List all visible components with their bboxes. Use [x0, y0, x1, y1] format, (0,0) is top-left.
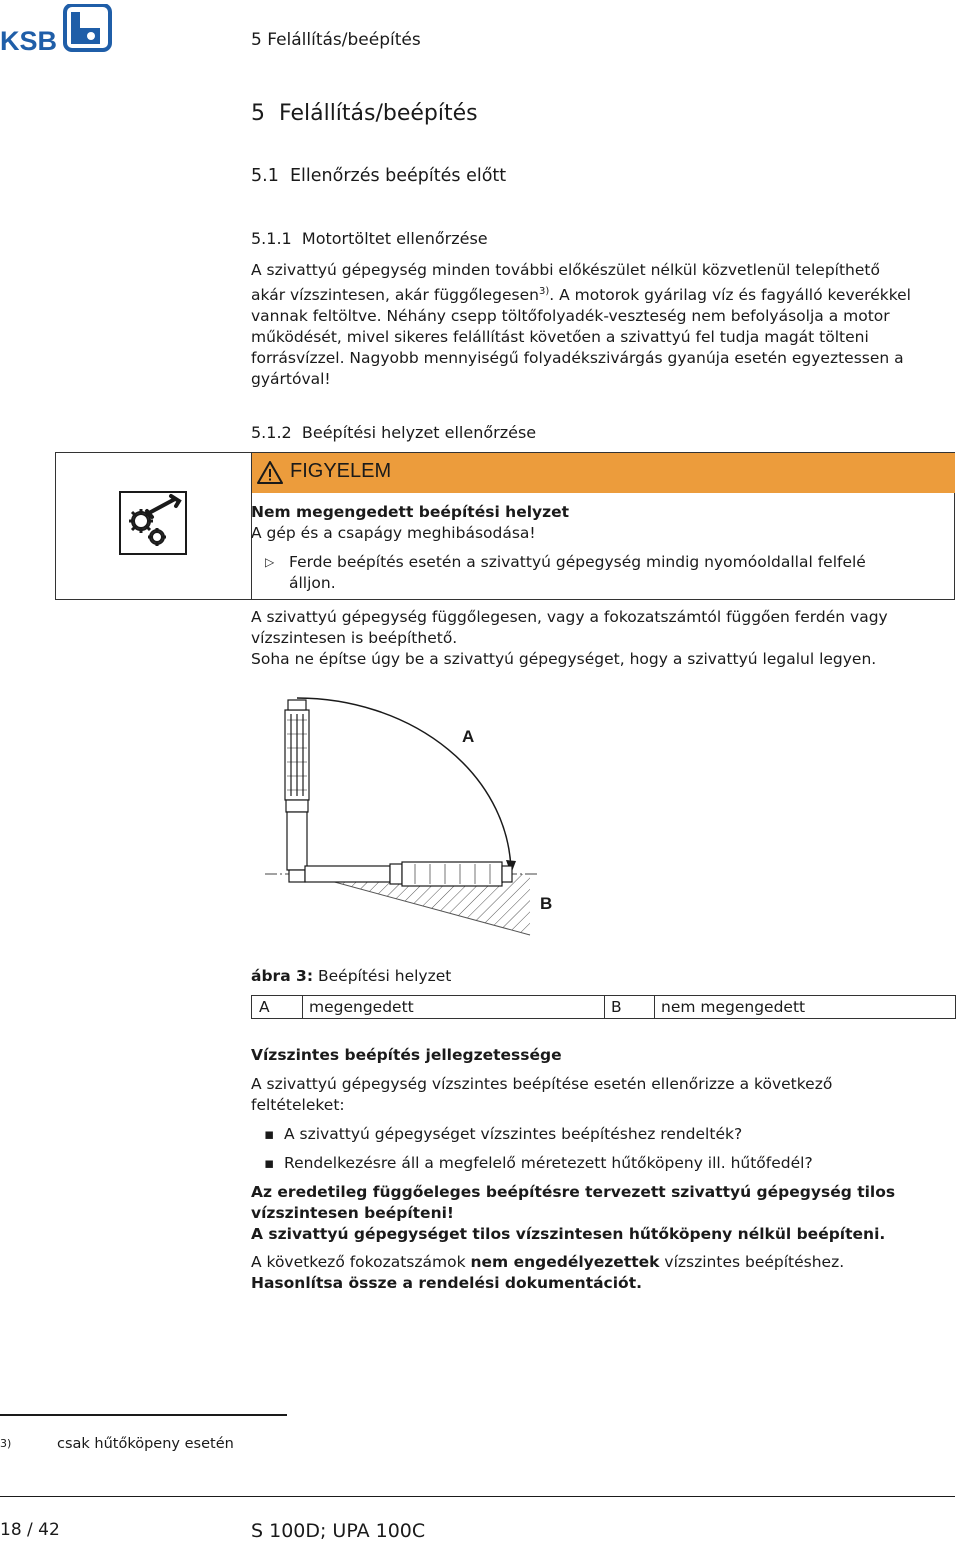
vertical-pump — [285, 700, 309, 882]
footnote-rule — [0, 1414, 287, 1416]
figure-label-b: B — [540, 894, 553, 913]
warning-consequence: A gép és a csapágy meghibásodása! — [251, 524, 536, 542]
chapter-title: 5 Felállítás/beépítés — [251, 101, 478, 126]
footnote-text: csak hűtőköpeny esetén — [57, 1436, 234, 1452]
legend-key-a: A — [259, 998, 270, 1016]
machine-damage-icon — [119, 491, 187, 555]
logo-b-hole — [87, 32, 95, 40]
page-number: 18 / 42 — [0, 1520, 60, 1540]
header-section-title: 5 Felállítás/beépítés — [251, 30, 421, 50]
logo-text: KSB — [0, 26, 58, 52]
figure-label-a: A — [462, 727, 475, 746]
figure-caption: ábra 3: Beépítési helyzet — [251, 967, 452, 985]
bullet-marker-icon: ▪ — [264, 1125, 275, 1143]
motor-check-paragraph: A szivattyú gépegység minden további előkészület nélkül közvetlenül telepíthető akár vízszintesen, akár függőlegesen$^{3)}$. A motorok gyárilag víz és fagyálló keverékkel vannak feltöltve. Néhány csepp töltőfolyadék-veszteség nem befolyásolja a motor működését, mivel sikeres felállítást követően a szivattyú fel tudja magát tölteni forrásvízzel. Nagyobb mennyiségű folyadékszivárgás gyanúja esetén egyeztessen a gyártóval! — [251, 261, 911, 389]
legend-value-b: nem megengedett — [661, 998, 806, 1016]
legend-key-b: B — [611, 998, 622, 1016]
warning-signal-word: FIGYELEM — [290, 460, 392, 482]
stage-note: A következő fokozatszámok nem engedélyezettek vízszintes beépítéshez. Hasonlítsa össze a rendelési dokumentációt. — [251, 1253, 845, 1292]
bullet-item: A szivattyú gépegységet vízszintes beépítéshez rendelték? — [284, 1125, 743, 1143]
section-5-1-title: 5.1 Ellenőrzés beépítés előtt — [251, 166, 507, 186]
warning-action: Ferde beépítés esetén a szivattyú gépegység mindig nyomóoldallal felfelé álljon. — [289, 553, 866, 592]
allowed-range-arc — [297, 698, 511, 874]
horizontal-heading: Vízszintes beépítés jellegzetessége — [251, 1046, 562, 1064]
installation-position-paragraph: A szivattyú gépegység függőlegesen, vagy a fokozatszámtól függően ferdén vagy vízszintesen is beépíthető. Soha ne építse úgy be a szivattyú gépegységet, hogy a szivattyú legalul legyen. — [251, 608, 888, 668]
footnote-marker: 3) — [0, 1437, 12, 1450]
warning-heading: Nem megengedett beépítési helyzet — [251, 503, 570, 521]
warning-body — [251, 502, 956, 544]
horizontal-prohibition: Az eredetileg függőeleges beépítésre tervezett szivattyú gépegység tilos vízszintesen beépíteni! A szivattyú gépegységet tilos vízszintesen hűtőköpeny nélkül beépíteni. — [251, 1183, 896, 1243]
ksb-logo — [0, 4, 118, 52]
logo-b-shape — [71, 12, 100, 44]
footer-rule — [0, 1496, 955, 1497]
horizontal-intro: A szivattyú gépegység vízszintes beépítése esetén ellenőrizze a következő feltételeket: — [251, 1075, 833, 1114]
warning-triangle-icon — [257, 461, 283, 484]
section-5-1-1-title: 5.1.1 Motortöltet ellenőrzése — [251, 229, 488, 248]
footnote-ref: 3) — [538, 286, 550, 297]
action-marker-icon: ▷ — [265, 555, 275, 569]
figure-legend-table — [251, 995, 956, 1019]
installation-position-figure — [265, 690, 565, 955]
bullet-marker-icon: ▪ — [264, 1154, 275, 1172]
legend-value-a: megengedett — [309, 998, 414, 1016]
horizontal-pump — [305, 862, 512, 886]
section-5-1-2-title: 5.1.2 Beépítési helyzet ellenőrzése — [251, 423, 537, 442]
bullet-item: Rendelkezésre áll a megfelelő méretezett hűtőköpeny ill. hűtőfedél? — [284, 1154, 813, 1172]
product-name: S 100D; UPA 100C — [251, 1520, 426, 1542]
